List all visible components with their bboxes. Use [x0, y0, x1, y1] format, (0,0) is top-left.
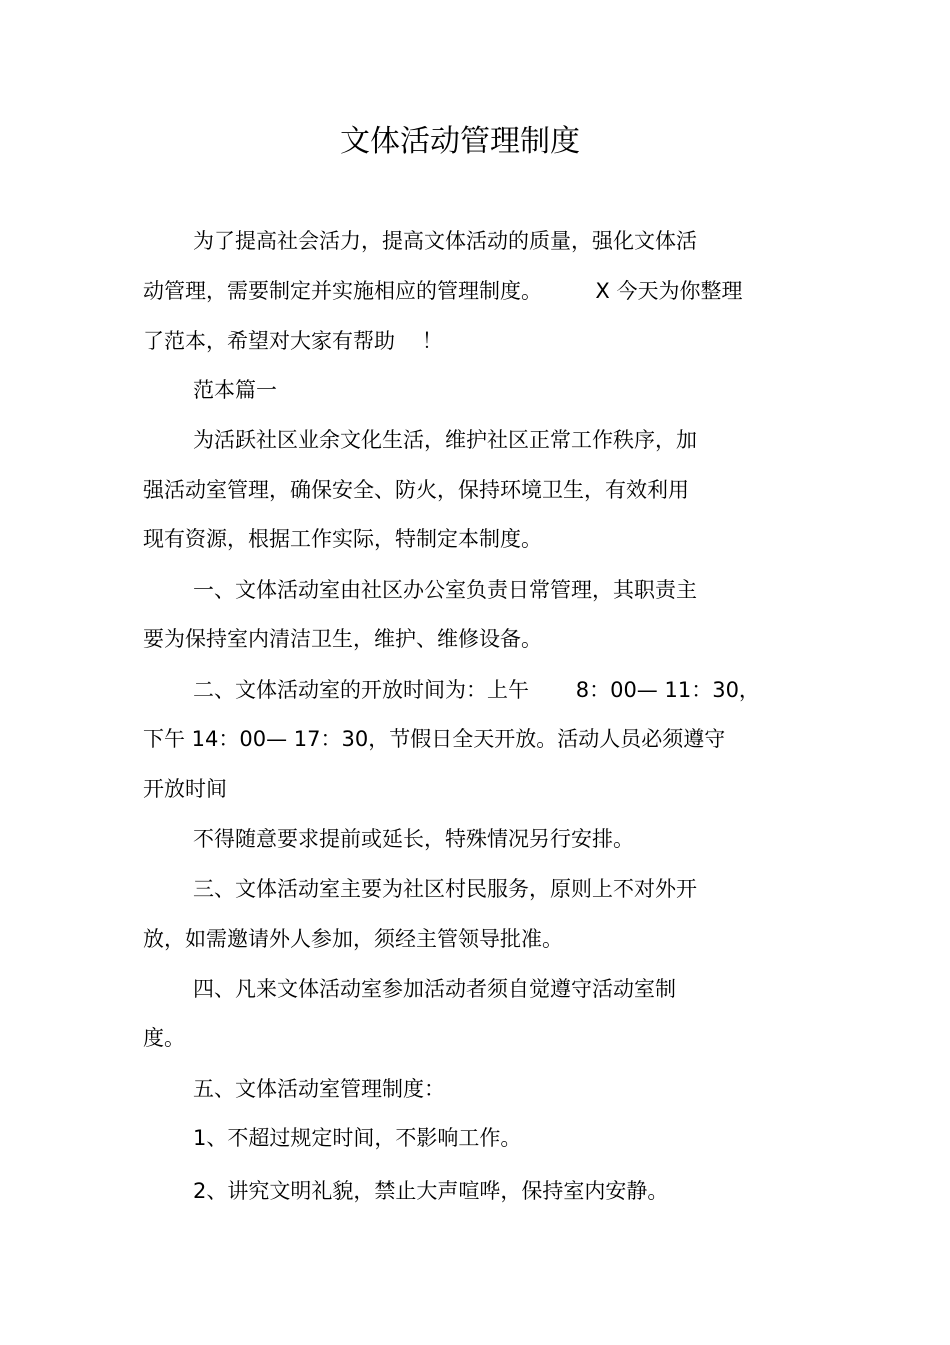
paragraph-line: 不得随意要求提前或延长，特殊情况另行安排。 [193, 827, 634, 851]
paragraph-line: 一、文体活动室由社区办公室负责日常管理，其职责主 [193, 578, 697, 602]
list-item: 1、不超过规定时间，不影响工作。 [193, 1126, 522, 1150]
paragraph-line: 下午 14：00— 17：30，节假日全天开放。活动人员必须遵守 [143, 727, 726, 751]
paragraph-line: 强活动室管理，确保安全、防火，保持环境卫生，有效利用 [143, 478, 689, 502]
paragraph-line: 要为保持室内清洁卫生，维护、维修设备。 [143, 627, 542, 651]
paragraph-line: 度。 [143, 1026, 185, 1050]
paragraph-line: 为了提高社会活力，提高文体活动的质量，强化文体活 [193, 229, 697, 253]
paragraph-line: 开放时间 [143, 777, 227, 801]
list-item: 2、讲究文明礼貌，禁止大声喧哗，保持室内安静。 [193, 1179, 669, 1203]
paragraph-line: 现有资源，根据工作实际，特制定本制度。 [143, 527, 542, 551]
paragraph-line: 放，如需邀请外人参加，须经主管领导批准。 [143, 927, 563, 951]
paragraph-line: 为活跃社区业余文化生活，维护社区正常工作秩序，加 [193, 428, 697, 452]
document-title: 文体活动管理制度 [340, 124, 580, 159]
section-heading: 范本篇一 [193, 378, 277, 402]
paragraph-line: 三、文体活动室主要为社区村民服务，原则上不对外开 [193, 877, 697, 901]
paragraph-line: 五、文体活动室管理制度： [193, 1077, 445, 1101]
paragraph-line: 了范本，希望对大家有帮助 ！ [143, 329, 443, 353]
paragraph-line: 四、凡来文体活动室参加活动者须自觉遵守活动室制 [193, 977, 676, 1001]
paragraph-line: 二、文体活动室的开放时间为：上午 8：00— 11：30， [193, 678, 760, 702]
paragraph-line: 动管理，需要制定并实施相应的管理制度。 X 今天为你整理 [143, 279, 743, 303]
